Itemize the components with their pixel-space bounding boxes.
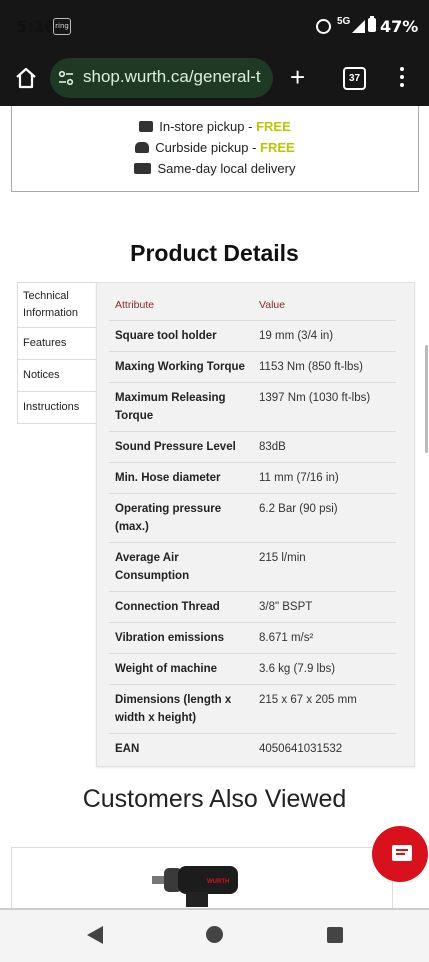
details-tabs	[17, 282, 98, 424]
free-badge: FREE	[260, 140, 295, 155]
technical-information-panel	[96, 282, 415, 767]
delivery-options-box	[11, 106, 419, 192]
table-row	[109, 494, 396, 543]
attribute-cell: Average Air Consumption	[109, 543, 253, 592]
attribute-cell: Maxing Working Torque	[109, 352, 253, 383]
curbside-pickup-row: Curbside pickup - FREE	[12, 140, 418, 155]
more-menu-icon[interactable]	[400, 67, 404, 87]
value-cell: 6.2 Bar (90 psi)	[253, 494, 396, 543]
ring-notification-icon: ring	[53, 18, 71, 35]
column-header-value: Value	[253, 287, 396, 321]
same-day-delivery-row: Same-day local delivery	[12, 161, 418, 176]
tab-notices[interactable]: Notices	[18, 360, 98, 392]
alarm-icon	[316, 19, 331, 34]
specs-table	[109, 287, 396, 764]
value-cell: 4050641031532	[259, 743, 343, 755]
status-time: 5:16	[16, 17, 56, 36]
attribute-cell: Connection Thread	[109, 592, 253, 623]
table-row	[109, 432, 396, 463]
attribute-cell: Maximum Releasing Torque	[109, 383, 253, 432]
value-cell: 8.671 m/s²	[253, 623, 396, 654]
truck-icon	[134, 163, 151, 174]
value-cell: 3.6 kg (7.9 lbs)	[253, 654, 396, 685]
signal-icon	[352, 20, 365, 33]
table-row	[109, 623, 396, 654]
attribute-cell: Min. Hose diameter	[109, 463, 253, 494]
value-cell: 1397 Nm (1030 ft-lbs)	[253, 383, 396, 432]
attribute-cell: Sound Pressure Level	[109, 432, 253, 463]
value-cell: 215 l/min	[253, 543, 396, 592]
store-icon	[139, 121, 153, 132]
battery-percent: 47%	[380, 17, 419, 36]
value-cell: 19 mm (3/4 in)	[253, 321, 396, 352]
table-row	[109, 352, 396, 383]
attribute-cell: Square tool holder	[109, 321, 253, 352]
home-icon[interactable]	[14, 66, 38, 90]
tab-switcher-icon[interactable]: 37	[343, 67, 366, 90]
product-details-heading: Product Details	[130, 240, 299, 266]
value-cell: 215 x 67 x 205 mm	[253, 685, 396, 734]
table-row	[109, 654, 396, 685]
attribute-cell: Vibration emissions	[109, 623, 253, 654]
instore-pickup-row: In-store pickup - FREE	[12, 119, 418, 134]
table-row	[109, 463, 396, 494]
home-button-icon[interactable]	[206, 926, 223, 943]
table-row	[109, 321, 396, 352]
table-row	[109, 543, 396, 592]
table-row	[109, 383, 396, 432]
tab-instructions[interactable]: Instructions	[23, 401, 80, 413]
back-icon[interactable]	[87, 926, 103, 944]
value-cell: 83dB	[253, 432, 396, 463]
attribute-cell: Dimensions (length x width x height)	[109, 685, 253, 734]
car-icon	[135, 142, 149, 153]
free-badge: FREE	[256, 119, 291, 134]
recents-icon[interactable]	[327, 927, 343, 943]
battery-icon	[368, 18, 376, 32]
attribute-cell: EAN	[115, 743, 140, 755]
brand-logo-text: WURTH	[207, 879, 230, 885]
attribute-cell: Operating pressure (max.)	[109, 494, 253, 543]
scrollbar[interactable]	[425, 345, 428, 453]
customers-also-viewed-heading: Customers Also Viewed	[82, 785, 347, 813]
tab-technical-information[interactable]: Technical Information	[18, 283, 98, 328]
value-cell: 11 mm (7/16 in)	[253, 463, 396, 494]
url-text[interactable]: shop.wurth.ca/general-t	[83, 67, 261, 86]
new-tab-icon[interactable]: +	[290, 62, 306, 92]
column-header-attribute: Attribute	[109, 287, 253, 321]
impact-wrench-image[interactable]	[150, 862, 242, 907]
table-row	[109, 592, 396, 623]
table-row	[109, 685, 396, 734]
table-row	[109, 734, 396, 765]
tab-features[interactable]: Features	[18, 328, 98, 360]
network-label: 5G	[337, 16, 351, 27]
value-cell: 3/8" BSPT	[253, 592, 396, 623]
attribute-cell: Weight of machine	[109, 654, 253, 685]
site-settings-icon[interactable]	[58, 70, 74, 86]
value-cell: 1153 Nm (850 ft-lbs)	[253, 352, 396, 383]
chat-icon[interactable]	[392, 845, 412, 861]
